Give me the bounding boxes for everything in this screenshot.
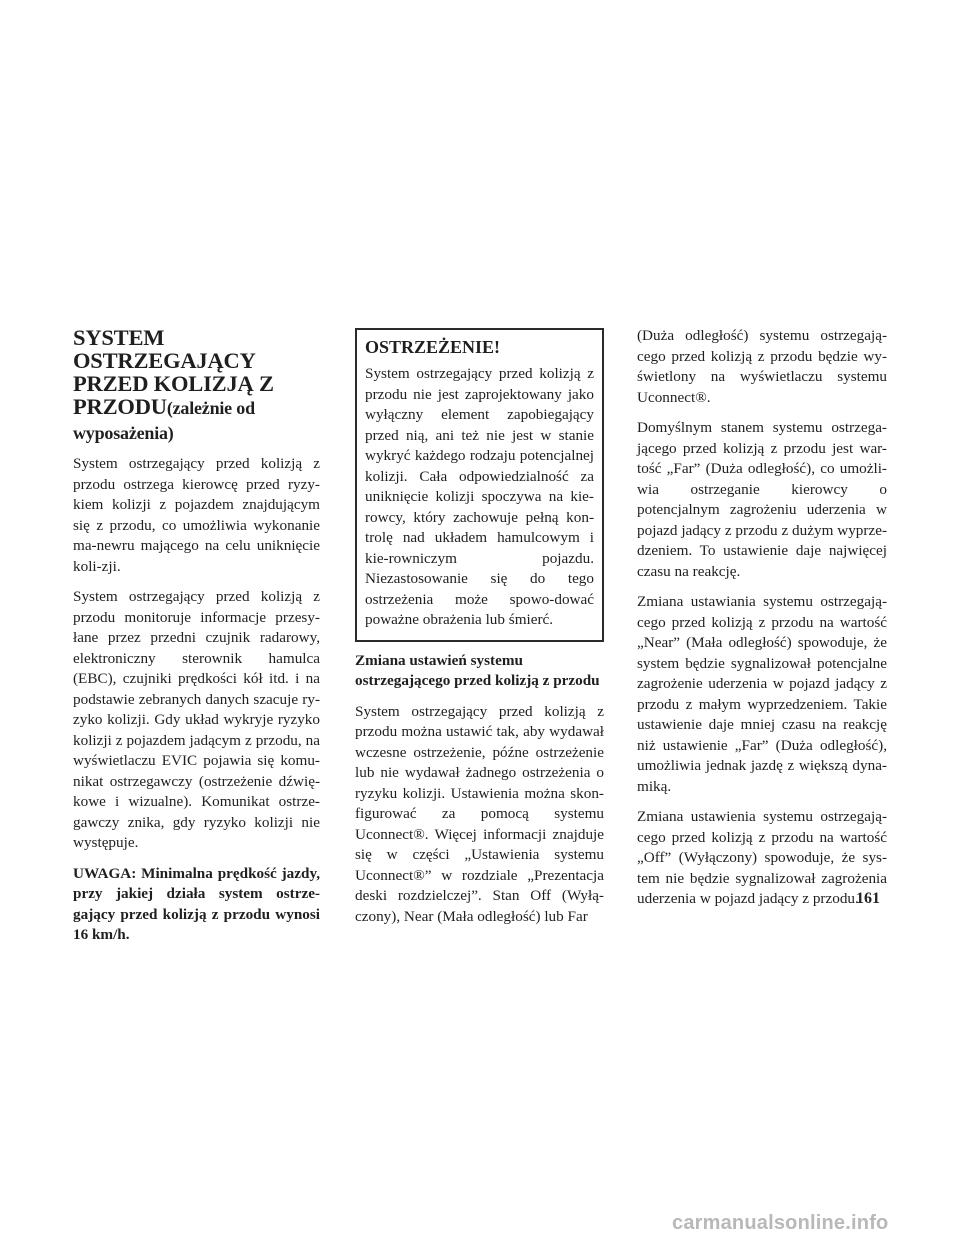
off-setting-paragraph: Zmiana ustawienia systemu ostrzegają-cego przed kolizją z przodu na wartość „Off” (Wyłączony) spowoduje, że sys-tem nie będzie sygnalizował zagrożenia uderzenia w pojazd jadący z przodu. xyxy=(637,808,887,907)
section-heading-qualifier: (zależnie od wyposażenia) xyxy=(73,398,255,443)
section-heading-main: SYSTEM OSTRZEGAJĄCY PRZED KOLIZJĄ Z PRZODU xyxy=(73,325,274,419)
left-column xyxy=(73,326,320,956)
near-setting-paragraph: Zmiana ustawiania systemu ostrzegają-cego przed kolizją z przodu na wartość „Near” (Mała odległość) spowoduje, że system będzie sygnalizował potencjalne zagrożenie uderzenia w pojazd jadący z przodu z małym wyprzedzeniem. Takie ustawienie daje mniej czasu na reakcję niż ustawienie „Far” (Duża odległość), umożliwia jednak jazdę z większą dyna-miką. xyxy=(637,593,887,795)
page-number: 161 xyxy=(856,890,880,907)
section-heading xyxy=(73,326,320,445)
intro-paragraph: System ostrzegający przed kolizją z przodu ostrzega kierowcę przed ryzy-kiem kolizji z pojazdem znajdującym się z przodu, co umożliwia wykonanie ma-newru mającego na celu uniknięcie koli-zji. xyxy=(73,455,320,575)
default-state-paragraph: Domyślnym stanem systemu ostrzega-jącego przed kolizją z przodu jest war-tość „Far” (Duża odległość), co umożli-wia ostrzeganie kierowcy o potencjalnym zagrożeniu uderzenia w pojazd jadący z przodu z dużym wyprze-dzeniem. To ustawienie daje najwięcej czasu na reakcję. xyxy=(637,419,887,580)
warning-text: System ostrzegający przed kolizją z przodu nie jest zaprojektowany jako wyłączny element zapobiegający przed nią, ani też nie jest w stanie wykryć każdego rodzaju potencjalnej kolizji. Cała odpowiedzialność za uniknięcie kolizji spoczywa na kie-rowcy, który zachowuje pełną kon-trolę nad układem hamulcowym i kie-rowniczym pojazdu. Niezastosowanie się do tego ostrzeżenia może spowo-dować poważne obrażenia lub śmierć. xyxy=(365,365,594,628)
warning-box xyxy=(355,328,604,642)
middle-column xyxy=(355,326,604,937)
settings-subheading: Zmiana ustawień systemu ostrzegającego przed kolizją z przodu xyxy=(355,651,600,689)
footer-watermark: carmanualsonline.info xyxy=(672,1212,889,1234)
speed-note: UWAGA: Minimalna prędkość jazdy, przy jakiej działa system ostrze-gający przed kolizją z przodu wynosi 16 km/h. xyxy=(73,864,320,943)
warning-title: OSTRZEŻENIE! xyxy=(365,337,501,357)
settings-paragraph: System ostrzegający przed kolizją z przodu można ustawić tak, aby wydawał wczesne ostrzeżenie, późne ostrzeżenie lub nie wydawał żadnego ostrzeżenia o ryzyku kolizji. Ustawienia można skon-figurować za pomocą systemu Uconnect®. Więcej informacji znajduje się w części „Ustawienia systemu Uconnect®” w rozdziale „Prezentacja deski rozdzielczej”. Stan Off (Wyłą-czony), Near (Mała odległość) lub Far xyxy=(355,702,604,925)
monitoring-paragraph: System ostrzegający przed kolizją z przodu monitoruje informacje przesy-łane przez przedni czujnik radarowy, elektroniczny sterownik hamulca (EBC), czujniki prędkości kół itd. i na podstawie zebranych danych szacuje ry-zyko kolizji. Gdy układ wykryje ryzyko kolizji z pojazdem jadącym z przodu, na wyświetlaczu EVIC pojawia się komu-nikat ostrzegawczy (ostrzeżenie dźwię-kowe i wizualne). Komunikat ostrze-gawczy znika, gdy ryzyko kolizji nie występuje. xyxy=(73,588,320,851)
right-column xyxy=(637,326,887,920)
display-paragraph: (Duża odległość) systemu ostrzegają-cego przed kolizją z przodu będzie wy-świetlony na wyświetlaczu systemu Uconnect®. xyxy=(637,327,887,406)
